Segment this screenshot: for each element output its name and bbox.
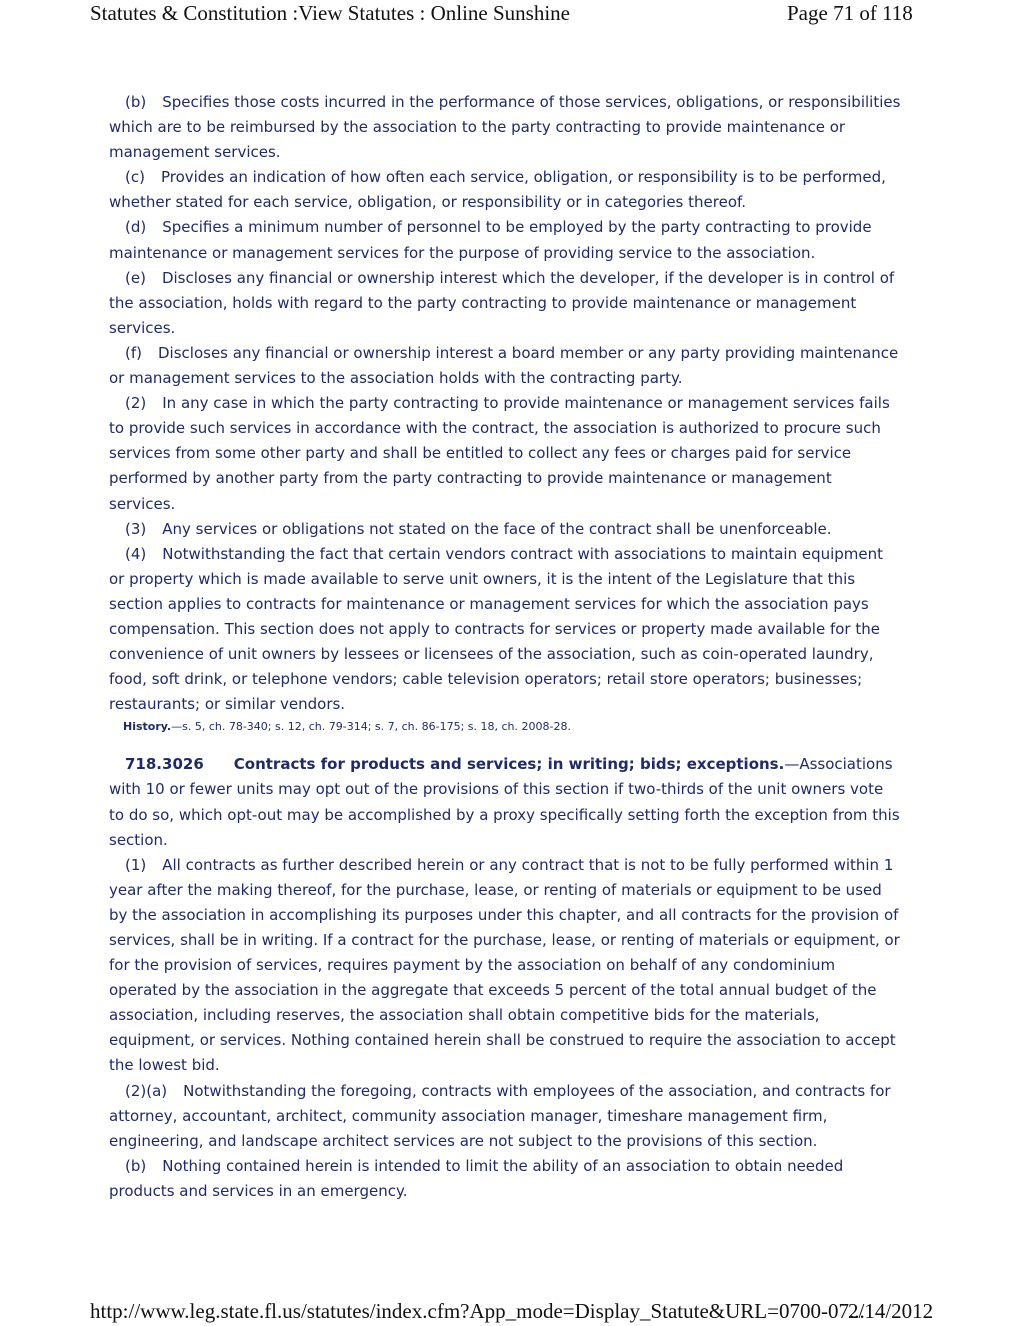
section-intro: —Associations with 10 or fewer units may opt out of the provisions of this section if two-thirds of the unit owners vote to do so, which opt-out may be accomplished by a proxy specifically setting forth the exception from this section. [109,755,900,849]
paragraph-3 [109,517,901,542]
section-title: Contracts for products and services; in writing; bids; exceptions. [233,755,785,774]
paragraph-label: (e) [125,268,146,287]
footer-url: http://www.leg.state.fl.us/statutes/index.cfm?App_mode=Display_Statute&URL=0700-07... [90,1299,865,1323]
paragraph-text: Notwithstanding the fact that certain vendors contract with associations to maintain equipment or property which is made available to serve unit owners, it is the intent of the Legislature that this section applies to contracts for maintenance or management services for which the association pays compensation. This section does not apply to contracts for services or property made available for the convenience of unit owners by lessees or licensees of the association, such as coin-operated laundry, food, soft drink, or telephone vendors; cable television operators; retail store operators; businesses; restaurants; or similar vendors. [109,544,884,714]
paragraph-label: (f) [125,343,142,362]
paragraph-text: Discloses any financial or ownership interest a board member or any party providing maintenance or management services to the association holds with the contracting party. [109,343,899,388]
paragraph-label: (c) [125,168,145,187]
paragraph-label: (b) [125,1156,147,1175]
paragraph-1 [109,853,901,1079]
paragraph-label: (2)(a) [125,1081,168,1100]
paragraph-label: (b) [125,93,147,111]
footer-date: 2/14/2012 [848,1299,934,1323]
page-number: Page 71 of 118 [787,1,913,25]
paragraph-text: Specifies those costs incurred in the performance of those services, obligations, or responsibilities which are to be reimbursed by the association to the party contracting to provide maintenance or management services. [109,93,901,162]
paragraph-text: Discloses any financial or ownership interest which the developer, if the developer is in control of the association, holds with regard to the party contracting to provide maintenance or management services. [109,268,895,337]
paragraph-text: Specifies a minimum number of personnel to be employed by the party contracting to provide maintenance or management services for the purpose of providing service to the association. [109,218,872,262]
paragraph-text: Provides an indication of how often each service, obligation, or responsibility is to be performed, whether stated for each service, obligation, or responsibility or in categories thereof. [109,168,886,212]
history-note [109,717,901,737]
page-header-title: Statutes & Constitution :View Statutes : Online Sunshine [90,1,570,25]
paragraph-text: Nothing contained herein is intended to limit the ability of an association to obtain needed products and services in an emergency. [109,1156,844,1200]
paragraph-2b [109,1154,901,1204]
paragraph-text: Notwithstanding the foregoing, contracts with employees of the association, and contracts for attorney, accountant, architect, community association manager, timeshare management firm, engineering, and landscape architect services are not subject to the provisions of this section. [109,1081,891,1150]
paragraph-text: All contracts as further described herein or any contract that is not to be fully performed within 1 year after the making thereof, for the purchase, lease, or renting of materials or equipment to be used by the association in accomplishing its purposes under this chapter, and all contracts for the provision of services, shall be in writing. If a contract for the purchase, lease, or renting of materials or equipment, or for the provision of services, requires payment by the association on behalf of any condominium operated by the association in the aggregate that exceeds 5 percent of the total annual budget of the association, including reserves, the association shall obtain competitive bids for the materials, equipment, or services. Nothing contained herein shall be construed to require the association to accept the lowest bid. [109,855,900,1075]
section-heading [109,752,901,852]
paragraph-d [109,215,901,265]
paragraph-label: (4) [125,544,147,563]
history-text: —s. 5, ch. 78-340; s. 12, ch. 79-314; s. 7, ch. 86-175; s. 18, ch. 2008-28. [171,720,571,734]
paragraph-2a [109,1079,901,1154]
paragraph-label: (d) [125,218,147,237]
paragraph-4 [109,542,901,718]
paragraph-c [109,165,901,215]
paragraph-2 [109,391,901,516]
paragraph-label: (1) [125,855,147,874]
paragraph-e [109,266,901,341]
paragraph-label: (3) [125,519,147,538]
history-label: History. [123,720,172,734]
paragraph-label: (2) [125,394,147,413]
statute-body [109,90,901,1204]
section-number: 718.3026 [125,755,204,774]
paragraph-b [109,90,901,165]
paragraph-text: Any services or obligations not stated on the face of the contract shall be unenforceable. [162,519,832,538]
paragraph-f [109,341,901,391]
paragraph-text: In any case in which the party contracting to provide maintenance or management services fails to provide such services in accordance with the contract, the association is authorized to procure such services from some other party and shall be entitled to collect any fees or charges paid for service performed by another party from the party contracting to provide maintenance or management services. [109,394,890,513]
